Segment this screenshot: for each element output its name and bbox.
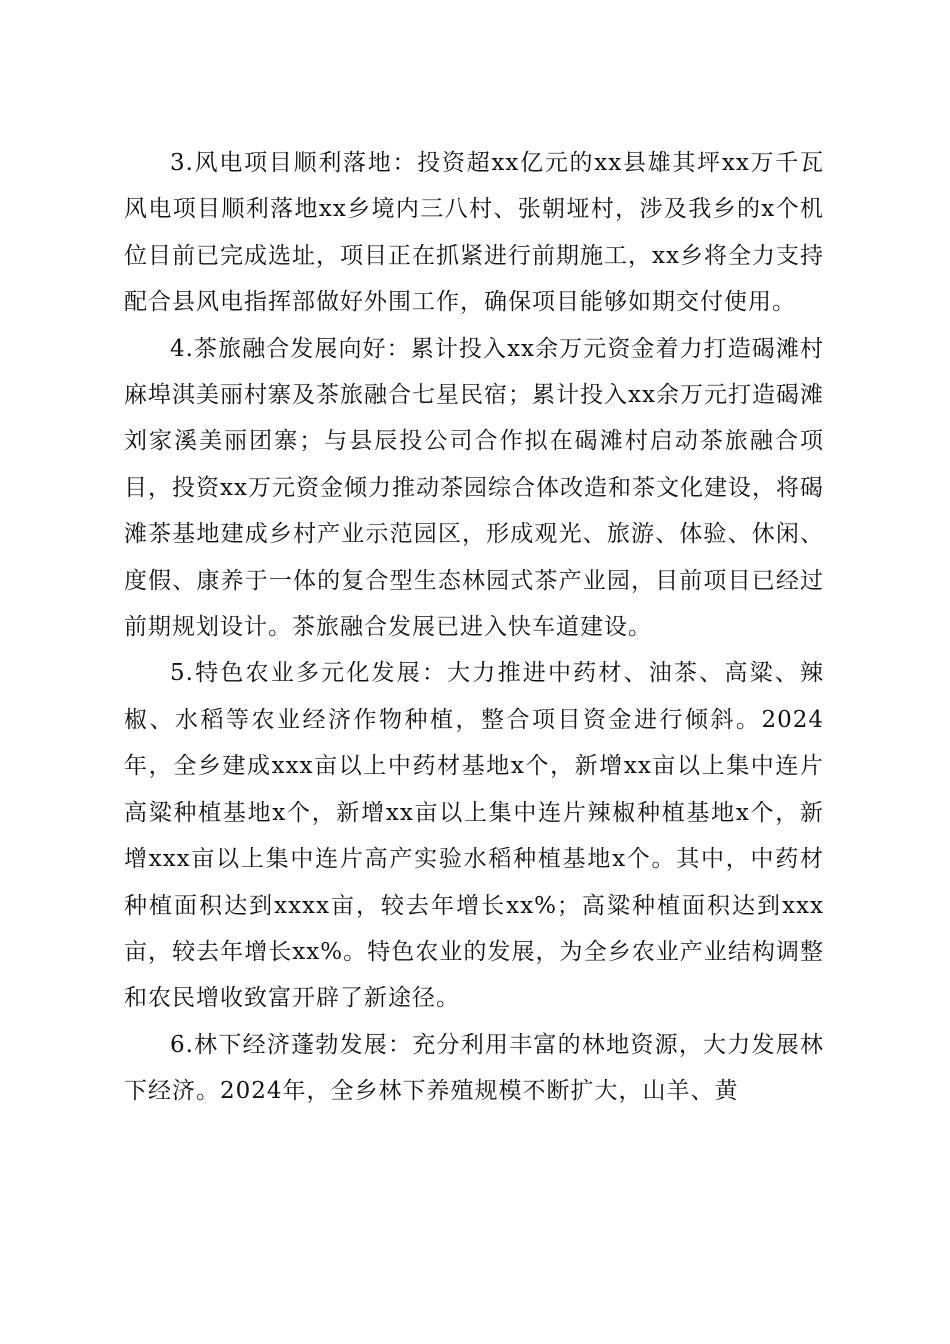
paragraph-wind-power-project: 3.风电项目顺利落地：投资超xx亿元的xx县雄其坪xx万千瓦风电项目顺利落地xx乡境内三八村、张朝垭村，涉及我乡的x个机位目前已完成选址，项目正在抓紧进行前期施工，xx乡将全力支持配合县风电指挥部做好外围工作，确保项目能够如期交付使用。	[124, 150, 824, 316]
paragraph-forest-economy: 6.林下经济蓬勃发展：充分利用丰富的林地资源，大力发展林下经济。2024年，全乡林下养殖规模不断扩大，山羊、黄	[124, 1031, 824, 1105]
paragraph-tea-tourism-integration: 4.茶旅融合发展向好：累计投入xx余万元资金着力打造碣滩村麻埠淇美丽村寨及茶旅融合七星民宿；累计投入xx余万元打造碣滩刘家溪美丽团寨；与县辰投公司合作拟在碣滩村启动茶旅融合项目，投资xx万元资金倾力推动茶园综合体改造和茶文化建设，将碣滩茶基地建成乡村产业示范园区，形成观光、旅游、体验、休闲、度假、康养于一体的复合型生态林园式茶产业园，目前项目已经过前期规划设计。茶旅融合发展已进入快车道建设。	[124, 335, 824, 641]
document-body	[124, 140, 824, 1115]
paragraph-specialty-agriculture: 5.特色农业多元化发展：大力推进中药材、油茶、高粱、辣椒、水稻等农业经济作物种植，整合项目资金进行倾斜。2024年，全乡建成xxx亩以上中药材基地x个，新增xx亩以上集中连片高粱种植基地x个，新增xx亩以上集中连片辣椒种植基地x个，新增xxx亩以上集中连片高产实验水稻种植基地x个。其中，中药材种植面积达到xxxx亩，较去年增长xx%；高粱种植面积达到xxx亩，较去年增长xx%。特色农业的发展，为全乡农业产业结构调整和农民增收致富开辟了新途径。	[124, 660, 824, 1012]
